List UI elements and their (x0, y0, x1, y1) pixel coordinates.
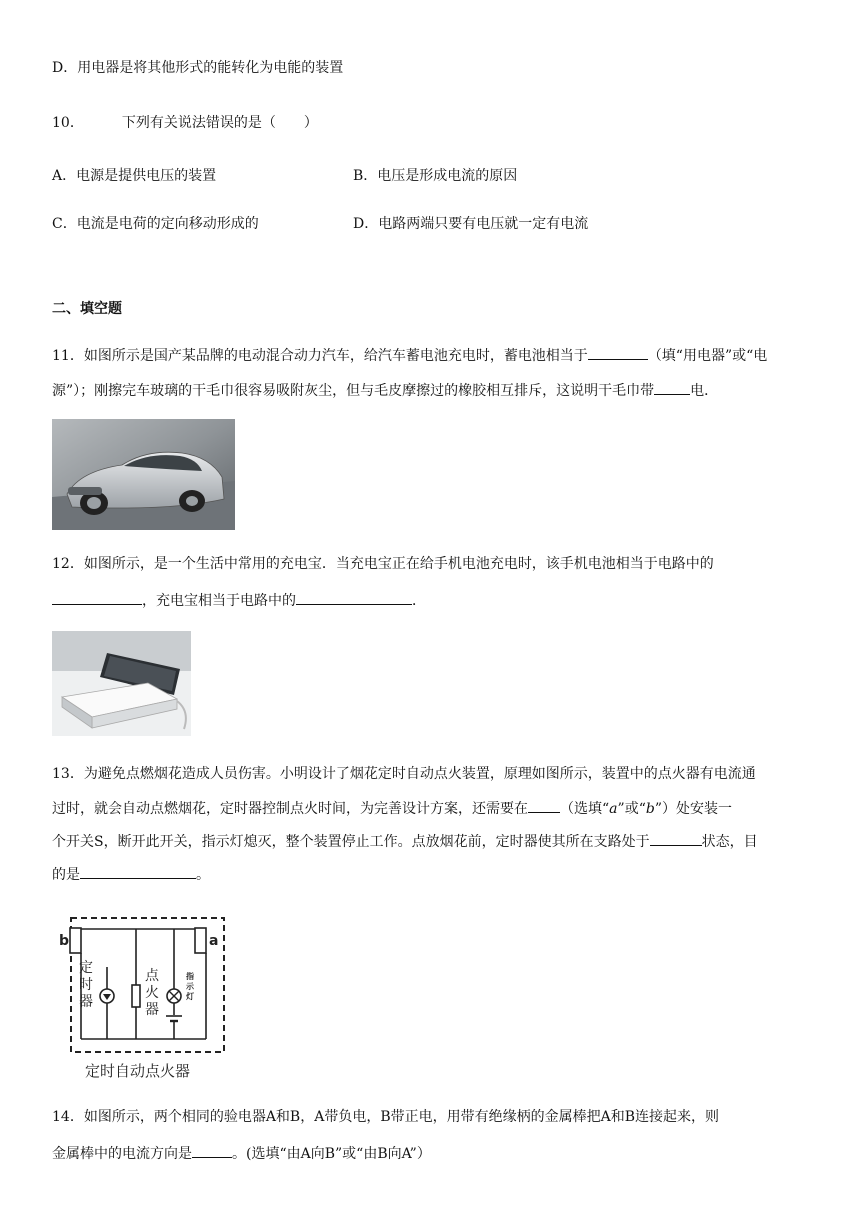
answer-blank[interactable] (654, 379, 690, 395)
answer-blank[interactable] (588, 344, 648, 360)
q10-option-a: A．电源是提供电压的装置 (52, 168, 217, 184)
q12-line-2 (52, 589, 426, 611)
q10-stem-line (52, 113, 318, 133)
q14-line-1: 14．如图所示，两个相同的验电器A和B，A带负电，B带正电，用带有绝缘柄的金属棒把A和B连接起来，则 (52, 1109, 720, 1125)
q13-line-3 (52, 830, 758, 852)
q11-line-1 (52, 344, 767, 366)
q11-text: 11．如图所示是国产某品牌的电动混合动力汽车，给汽车蓄电池充电时，蓄电池相当于 (52, 348, 588, 364)
power-bank-photo (52, 631, 191, 736)
q13-variable: a (609, 801, 618, 817)
q14-line-2 (52, 1142, 431, 1164)
q11-line-2 (52, 379, 718, 401)
terminal-b-label: b (59, 933, 70, 949)
answer-blank[interactable] (528, 797, 560, 813)
question-number: 10． (52, 115, 84, 131)
circuit-diagram (52, 912, 227, 1087)
figure-caption: 定时自动点火器 (85, 1062, 191, 1080)
q13-text: 过时，就会自动点燃烟花，定时器控制点火时间，为完善设计方案，还需要在 (52, 801, 528, 817)
q9-option-d: D．用电器是将其他形式的能转化为电能的装置 (52, 60, 344, 76)
q10-option-d: D．电路两端只要有电压就一定有电流 (353, 216, 589, 232)
q13-text: 的是 (52, 867, 80, 883)
answer-blank[interactable] (650, 830, 702, 846)
section-title: 二、填空题 (52, 301, 122, 317)
q13-line-2 (52, 797, 732, 819)
igniter-label: 点火器 (145, 968, 159, 1018)
q13-line-4 (52, 863, 210, 885)
q13-text: （选填“ (560, 801, 610, 817)
q11-text: （填“用电器”或“电 (647, 348, 768, 364)
q12-text: ． (412, 593, 426, 609)
timer-label: 定时器 (79, 960, 93, 1010)
q12-text: ，充电宝相当于电路中的 (142, 593, 296, 609)
question-stem: 下列有关说法错误的是（ ） (121, 115, 318, 131)
q13-text: 个开关S，断开此开关，指示灯熄灭，整个装置停止工作。点放烟花前，定时器使其所在支路处于 (52, 834, 650, 850)
indicator-label: 指示灯 (186, 972, 194, 1001)
q13-line-1: 13．为避免点燃烟花造成人员伤害。小明设计了烟花定时自动点火装置，原理如图所示，装置中的点火器有电流通 (52, 766, 756, 782)
q11-text: 源”）；刚擦完车玻璃的干毛巾很容易吸附灰尘，但与毛皮摩擦过的橡胶相互排斥，这说明干毛巾带 (52, 383, 655, 399)
q14-text: 。(选填“由A向B”或“由B向A”） (232, 1146, 431, 1162)
q13-variable: b (645, 801, 655, 817)
q13-text: ”或“ (617, 801, 646, 817)
answer-blank[interactable] (296, 589, 412, 605)
answer-blank[interactable] (192, 1142, 232, 1158)
q11-text: 电． (690, 383, 719, 399)
answer-blank[interactable] (80, 863, 196, 879)
q10-option-b: B．电压是形成电流的原因 (353, 168, 518, 184)
car-photo (52, 419, 235, 530)
q10-option-c: C．电流是电荷的定向移动形成的 (52, 216, 259, 232)
q13-text: 。 (196, 867, 210, 883)
q13-text: ”）处安装一 (654, 801, 732, 817)
q14-text: 金属棒中的电流方向是 (52, 1146, 192, 1162)
q12-line-1: 12．如图所示，是一个生活中常用的充电宝．当充电宝正在给手机电池充电时，该手机电池相当于电路中的 (52, 556, 714, 572)
answer-blank[interactable] (52, 589, 142, 605)
terminal-a-label: a (209, 933, 219, 949)
q13-text: 状态，目 (701, 834, 758, 850)
